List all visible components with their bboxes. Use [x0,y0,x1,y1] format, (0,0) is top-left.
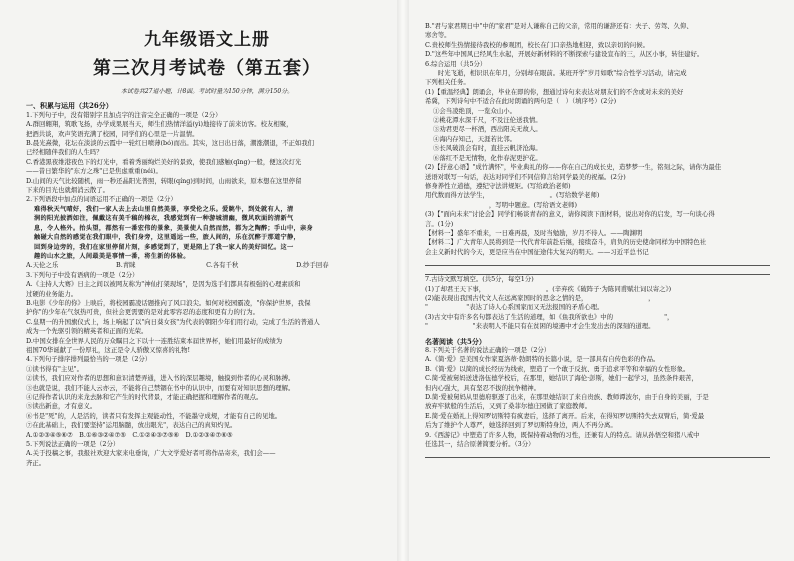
question-line: D.中国女排在全世界人民的万众瞩目之下以十一连胜结束本届世界杯，她们用最好的成绩为 [26,336,283,345]
question-line: 7.古诗文默写填空。(共5分，每空1分) [425,275,534,284]
passage-line: 触碰大自然的感觉在我们眼中，我们身旁，这里遥远一些，旅人间的，乐在沉醉于那道宁静， [34,234,300,242]
question-line: 9.《西游记》中塑造了许多人物，既保持着动物的习性，还兼有人的特点。请从孙悟空和猪八戒中 [425,430,700,439]
right-top-lines [425,22,780,107]
question-line: ⑦在此基础上，我们要坚持"运用脑髓，放出眼光"，表达自己的真知灼见。 [26,421,237,430]
question-line: ①读书得有"主见"。 [26,364,84,373]
question-line: 2.下列语段中加点的词语运用不正确的一项是（2分） [26,195,177,204]
question-line: 希冀，下列诗句中不适合在此时朗诵的两句是（ ）（填序号）(2分) [425,97,617,106]
passage-line: 息，令人格外。抬头望，都然有一番宏伟的景象，美景使人自然而然，都为之陶醉；手山中，亲身 [34,224,313,232]
question-line: 下列相关任务。 [425,78,470,87]
question-line: B.晨光熹微，花坛在淡淡的云霞中一轮红日喷薄(bó)而出。其实，这日出日落，潮涨潮退，不正如我们 [26,139,315,148]
passage-line: 回到身边旁的，我们在家里停留片刻，多感觉到了，更是陪上了我一家人的美好回忆。这一 [34,243,294,251]
question-line: E.简·爱在婚礼上得知罗切斯特有疯妻后，选择了离开。后来，在得知罗切斯特失去双臂后，简·爱最 [425,411,705,420]
question-2-options [26,261,388,270]
option-b: B.青睐 [116,261,136,270]
passage-line: 润的阳光披洒如注，佩戴这有美千稿的棉衣，我感觉到有一种游城清幽，微风吹面的清新气 [34,215,294,223]
option-d: D.纱手回春 [296,261,329,270]
question-line: D.简·爱被舅妈从里德府驱逐了出来，在那里她结识了来自贵族、教师谭波尔，由于自身的美丽，于是 [425,393,709,402]
section-heading-1: 一、积累与运用（共26分） [26,101,113,111]
question-line: 修身养性立道德，遵纪守法讲规矩。(写给政治老师) [425,181,571,190]
question-7 [425,275,780,331]
question-line: (3)古文中有许多名句都表达了生活的道理，如《鱼我所欲也》中的 "， [425,312,674,321]
section-heading-2: 名著阅读（共5分） [425,336,486,346]
question-line: 用代数而得方法学生， 。(写给数学老师) [425,191,600,200]
question-line: B.《简·爱》以简的成长经历为线索，塑造了一个敢于反抗、勇于追求平等和幸福的女性形象。 [425,364,690,373]
question-line: 祖国70华诞献了一份厚礼，这正是令人骄傲又惊喜的礼物! [26,345,191,354]
question-4-5 [26,355,388,468]
exam-subtitle: 第三次月考试卷（第五套） [93,58,321,79]
poem-options [425,107,780,163]
question-line: 把酒共谈，欢声笑语充满了校园，同学们的心里是一片温情。 [26,129,199,138]
question-line: 下来的目光也就烟消云散了。 [26,186,110,195]
question-line: 【材料一】盛年不重来，一日难再晨，及时当勉励，岁月不待人。——陶渊明 [425,228,643,237]
poem-line: ③劝君更尽一杯酒，西出阳关无故人。 [433,125,542,134]
question-line: 已经相随伴我们的人生吗？ [26,148,103,157]
question-line: ⑤读出新意，才有意义。 [26,402,97,411]
question-line: A.关于投稿之事，我报社欢迎大家来电垂询，广大文学爱好者可将作品寄来，我们会—— [26,449,276,458]
question-line: ③也就是说，我们不能人云亦云，不能将自己禁锢在书中的认识中，而要有对知识思想的理解。 [26,383,295,392]
question-line: 3.下列句子中没有语病的一项是（2分） [26,270,139,279]
question-line: C.简·爱被舅妈送进洛伍德学校后，在那里，她结识了海伦·彭斯，她们一起学习，虽然条件艰苦， [425,374,698,383]
question-line: D."这些年中国风已经风生水起，开展好新材料的不断探索与建设宣布的三，从区小事，转往建好。 [425,50,704,59]
question-line: " "来表明人不能只有在贫困的境遇中才会生发出去的深刻的道理。 [425,322,655,331]
question-line: (3)【"面向未来"讨论会】同学们畅谈青春的意义，请你阅读下面材料，说出对你的启发，写一句谈心得 [425,210,715,219]
question-line: 护你"的少年在气氛热可贵，但社会更需要的是对此零容忍的态度和更有力的行为。 [26,308,260,317]
question-8-9 [425,346,780,449]
question-line: ④记得作者认识的来龙去脉和它产生的时代背景，才能正确把握和理解作者的观点。 [26,393,263,401]
question-line: 会主义新时代的今天，更是应当在中国征途伟大复兴的明天。——习近平总书记 [425,247,649,256]
question-line: ，写明中题意。(写给语文老师) [425,200,577,209]
question-line: 寒舍等。 [425,31,451,40]
question-line: 任选其一，结合原著简要分析。（3分） [425,440,535,449]
question-line: C.皇期一的升国旗仪式上，场上响起了以"向日葵女孩"为代表的朝阳少年们用行动，完成了生活的普通人 [26,317,320,326]
question-line: (2)【抒意心语】"成竹满怀"，毕业典礼的你——你在自己的成长史，造梦梦一生，铭刻之际，请你为最佳 [425,163,722,172]
question-line: 言。(1分) [425,219,454,228]
question-2-passage [26,205,388,261]
question-line: 成为一个先驱引领的精英者和正面的光荣。 [26,327,148,336]
question-line: 5.下列说法正确的一项是（2分） [26,440,120,449]
question-line: 1.下列句子中，没有错别字且加点字的注音完全正确的一项是（2分） [26,110,222,119]
question-3 [26,271,388,356]
question-line: (1)了却君王天下事， 。(辛弃疾《破阵子·为陈同甫赋壮词以寄之》) [425,284,672,293]
exam-note: 本试卷共27道小题，计8面。考试时量为150分钟，满分150分。 [120,88,294,95]
question-line: ⑥书是"死"的，人是活的，读者只有发挥主观能动性，不能墨守成规，才能有自己的见地。 [26,411,282,420]
option-c: C.各有千秋 [206,261,239,270]
answer-line-6b[interactable] [425,266,770,275]
question-line: " "表达了诗人心系国家而又无法报国的矛盾心理。 [425,303,604,312]
question-line: 但内心强大，具有坚忍不拔的抗争精神。 [425,383,541,392]
question-line: A.《主持人大赛》日主之间以被网友称为"神仙打架现场"，是因为选手们都具有极强的心理素质和 [26,280,301,289]
option-a: A.天伦之乐 [26,261,59,270]
question-line: 后为了维护个人尊严，她选择回到了罗切斯特身边，两人不再分离。 [425,421,617,430]
question-line: C.贵校师生热情接待我校的参观团，校长在门口亲热地相迎，致以亲切的问候。 [425,40,649,49]
exam-title: 九年级语文上册 [144,30,270,50]
question-line: 4.下列句子排序排列最恰当的一项是（2分） [26,355,152,364]
question-line: 时光飞逝，相识讯在年月，分别却在眼前。某班开学"岁月如歌"综合性学习活动，请完成 [425,69,687,78]
answer-line-6[interactable] [425,257,770,266]
poem-line: ②桃花潭水深千尺，不及汪伦送我情。 [433,116,542,125]
question-line: A.《简·爱》是美国女作家夏洛蒂·勃朗特的长篇小说，是一部具有自传色彩的作品。 [425,355,660,364]
poem-line: ⑥落红不是无情物，化作春泥更护花。 [433,153,542,162]
left-column [26,0,388,468]
question-line: 送语对联写一句话，表达对同学们不同信仰言给同学最美的祝福。(2分) [425,172,626,181]
question-line: A.群回翱翔，筑歌飞扬，办学成果展当天，师生们热情洋溢(yì)地接待了前来访客。校友相聚， [26,120,293,129]
question-line: D.山间的天气比较随机，雨一秒还晶阳光普照，转眼(qíng)到时间，山雨欲来，原本想在这里停留 [26,176,302,185]
question-line: 8.下列关于名著的说法正确的一项是（2分） [425,346,551,354]
question-line: ②读书，我们应对作者的思想和意识清楚弄通，进入书的深层趣境，触摸到作者的心灵和脉搏。 [26,374,295,383]
question-line: B."君与家君期日中"中的"家君"是对人谦称自己的父亲，常用的谦辞还有：夫子、劳驾、久仰、 [425,22,693,30]
question-line: 过硬的业务能力。 [26,289,78,298]
poem-line: ①会当凌绝顶，一览众山小。 [433,106,517,115]
question-line: 放弃牢狱般的生活后，又到了桑菲尔德庄园做了家庭教师。 [425,402,592,411]
answer-line-9[interactable] [425,449,770,458]
question-line: (1)【重温经典】朗诵会，毕业在即的你，想通过诗句来表达对朋友们的不舍或对未来的美好 [425,87,684,96]
question-line: 【材料二】广大青年人民将到是一代代青年前赴后继，接续奋斗，肩负的历史使命同样为中国特色社 [425,238,707,247]
left-question-lines [26,111,388,205]
question-6-tasks [425,163,780,257]
question-line: C.香港黑夜维港夜色下的灯光中，看着秀丽绚烂美好的景致，使我们感触(qīng)一般，便这次灯光 [26,157,302,166]
page-fold [397,0,409,561]
question-line: A.①②③④⑤⑥⑦ B.①⑥③②④⑦⑤ C.①②④③⑦⑤⑥ D.①②③④⑦⑥⑤ [26,430,233,439]
poem-line: ④海内存知己，天涯若比邻。 [433,134,517,143]
passage-line: 难得秋天气晴好，我们一家人去上去山里自然美景，享受伦之乐。爱眺牛，到处就有人，清 [34,205,294,213]
passage-line: 趣的山水之旅，人间最美是事情一番，将生新的体验。 [34,252,190,260]
poem-line: ⑤长风破浪会有时，直挂云帆济沧海。 [433,144,542,153]
question-line: ——昔日繁华的"东方之珠"已是焦虑重重(néi)。 [26,167,162,176]
question-line: B.电影《少年的你》上映后，将校园霸凌话题推向了风口浪尖。如何对校园霸凌，"你保护世界，我保 [26,298,311,307]
question-line: 6.综合运用（共5分） [425,59,487,68]
question-line: (2)能表现出我国古代文人在远离家国时的思念之情的是， ， [425,293,655,302]
question-line: 齐正。 [26,458,46,467]
right-column [425,22,780,458]
